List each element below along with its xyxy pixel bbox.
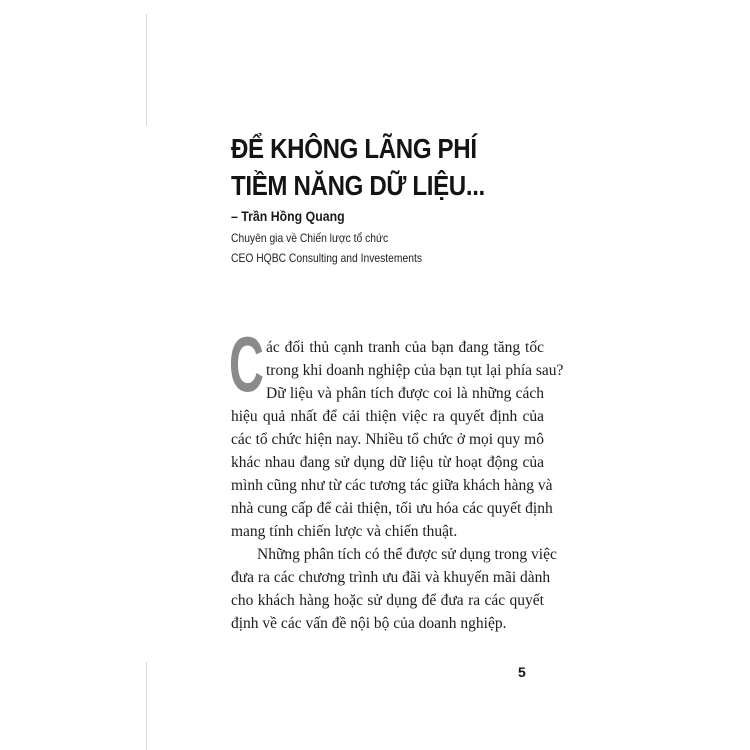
body-line: mang tính chiến lược và chiến thuật.	[231, 523, 458, 540]
body-line: khác nhau đang sử dụng dữ liệu từ hoạt động của	[231, 454, 544, 471]
drop-cap: C	[229, 320, 264, 408]
gutter-rule-bottom	[146, 662, 147, 750]
body-line: Dữ liệu và phân tích được coi là những cách	[266, 385, 544, 402]
body-line: mình cũng như từ các tương tác giữa khách hàng và	[231, 477, 553, 494]
chapter-title	[231, 130, 485, 204]
gutter-rule-top	[146, 14, 147, 126]
body-line: hiệu quả nhất để cải thiện việc ra quyết định của	[231, 408, 544, 425]
body-line: ác đối thủ cạnh tranh của bạn đang tăng tốc	[266, 339, 544, 356]
body-line: trong khi doanh nghiệp của bạn tụt lại phía sau?	[266, 362, 564, 379]
author-role-2: CEO HQBC Consulting and Investements	[231, 251, 423, 265]
body-line: các tổ chức hiện nay. Nhiều tổ chức ở mọi quy mô	[231, 431, 544, 448]
chapter-title-line-2: TIỀM NĂNG DỮ LIỆU...	[231, 170, 485, 201]
page-number: 5	[518, 664, 526, 680]
body-line: nhà cung cấp để cải thiện, tối ưu hóa các quyết định	[231, 500, 553, 517]
body-line: Những phân tích có thể được sử dụng trong việc	[257, 546, 557, 563]
author-role-1: Chuyên gia về Chiến lược tổ chức	[231, 231, 389, 245]
body-line: đưa ra các chương trình ưu đãi và khuyến mãi dành	[231, 569, 551, 586]
chapter-title-line-1: ĐỂ KHÔNG LÃNG PHÍ	[231, 133, 477, 164]
author-name: – Trần Hồng Quang	[231, 208, 345, 224]
body-line: cho khách hàng hoặc sử dụng để đưa ra các quyết	[231, 592, 544, 609]
body-line: định về các vấn đề nội bộ của doanh nghiệp.	[231, 615, 507, 632]
